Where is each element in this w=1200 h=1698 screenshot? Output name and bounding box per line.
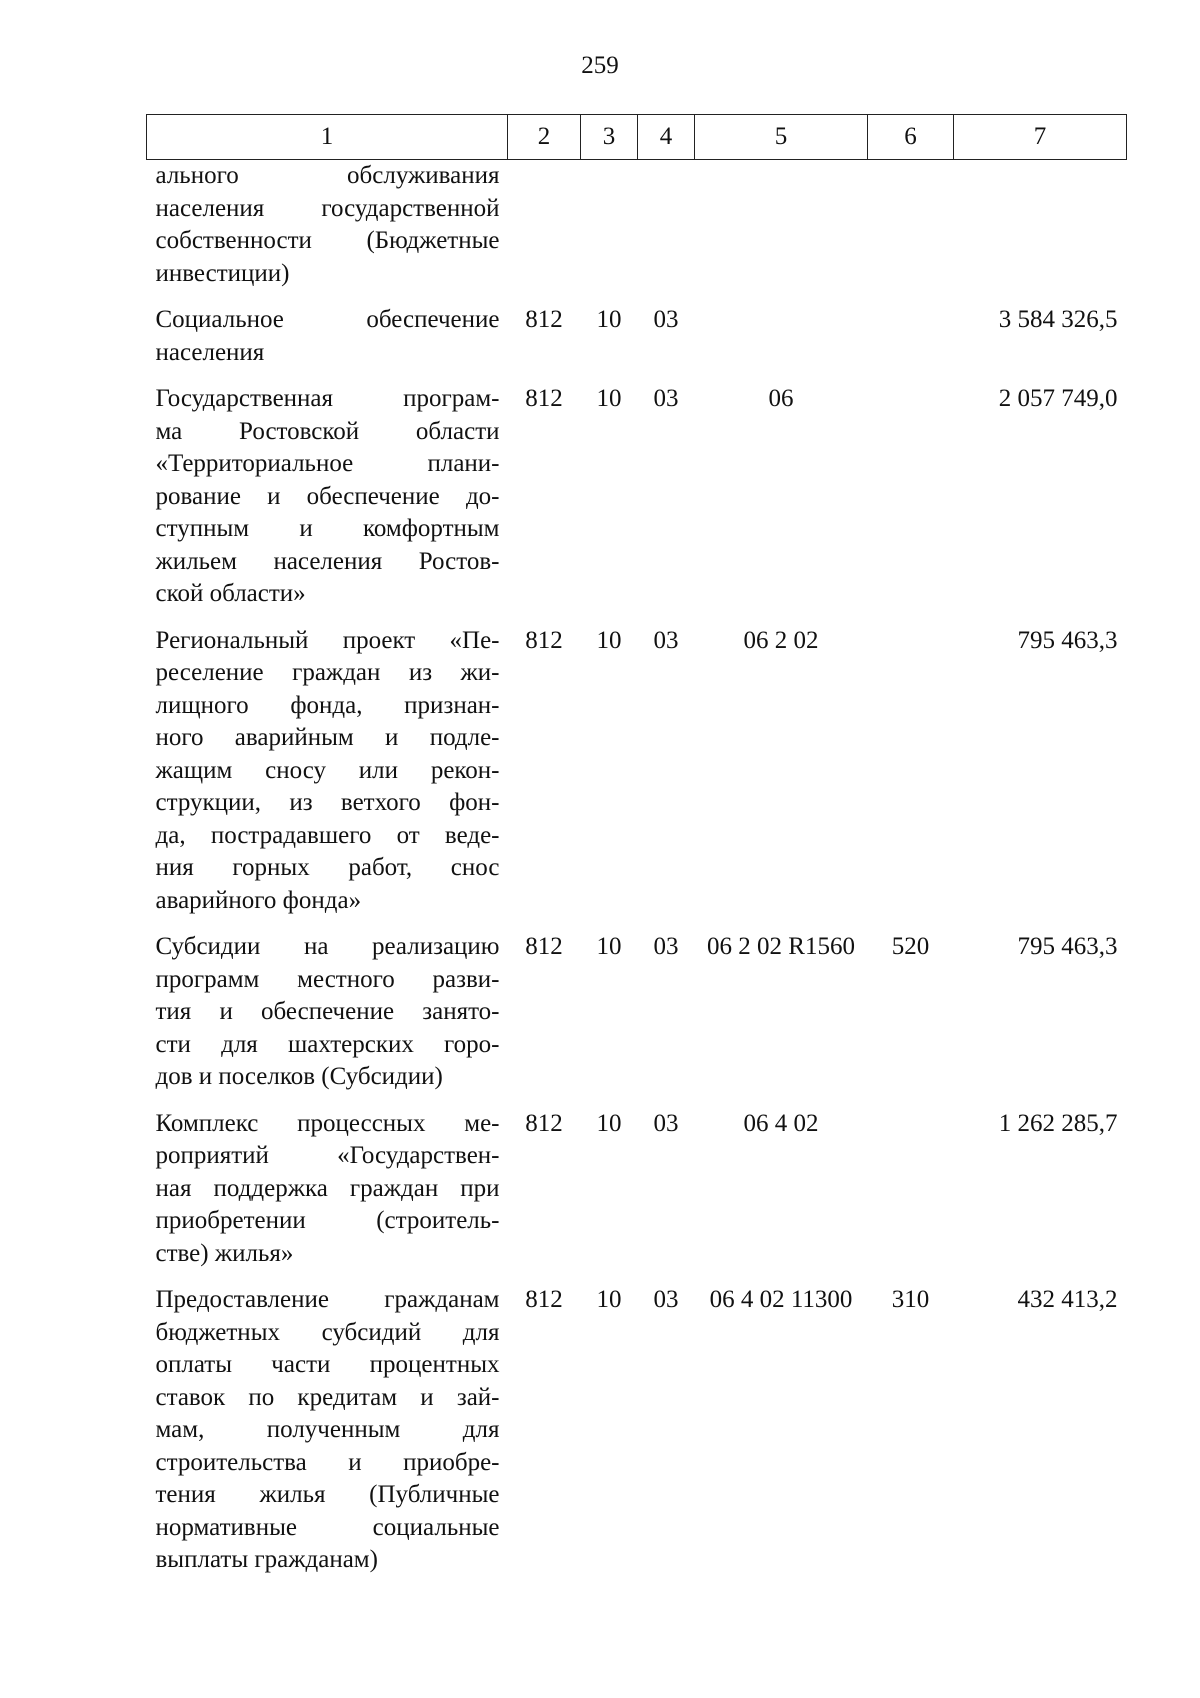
expense-type-cell bbox=[868, 160, 954, 305]
item-name-cell bbox=[147, 383, 508, 625]
subsection-code-cell bbox=[638, 160, 695, 305]
item-name-cell bbox=[147, 931, 508, 1108]
target-article-cell bbox=[695, 160, 868, 305]
table-row bbox=[147, 160, 1127, 305]
table-body bbox=[147, 160, 1127, 1591]
table-row bbox=[147, 1108, 1127, 1285]
item-name-line: ального обслуживания bbox=[155, 162, 500, 189]
item-name-line: ступным и комфортным bbox=[155, 515, 500, 542]
subsection-code-cell: 03 bbox=[653, 1286, 679, 1313]
table-row bbox=[147, 304, 1127, 383]
item-name-line: нормативные социальные bbox=[155, 1513, 500, 1541]
amount-cell bbox=[954, 160, 1127, 305]
item-name-line: сти для шахтерских горо- bbox=[155, 1030, 500, 1058]
target-article-cell: 06 4 02 11300 bbox=[709, 1286, 853, 1313]
item-name-line: Региональный проект «Пе- bbox=[155, 626, 500, 654]
amount-cell: 2 057 749,0 bbox=[998, 385, 1118, 412]
item-name-line: «Территориальное плани- bbox=[155, 450, 500, 477]
expense-type-cell bbox=[868, 1108, 954, 1285]
item-name-line: программ местного разви- bbox=[155, 965, 500, 993]
item-name-line: Предоставление гражданам bbox=[155, 1286, 500, 1313]
item-name-line: ния горных работ, снос bbox=[155, 854, 500, 881]
item-name-line: жильем населения Ростов- bbox=[155, 547, 500, 575]
target-article-cell: 06 2 02 R1560 bbox=[707, 933, 855, 960]
item-name-line: бюджетных субсидий для bbox=[155, 1318, 500, 1346]
subsection-code-cell: 03 bbox=[653, 1109, 679, 1137]
department-code-cell: 812 bbox=[525, 933, 563, 960]
item-name-cell bbox=[147, 1284, 508, 1591]
item-name-line: лищного фонда, признан- bbox=[155, 691, 500, 719]
department-code-cell: 812 bbox=[525, 306, 563, 333]
item-name-line: ная поддержка граждан при bbox=[155, 1174, 500, 1202]
item-name-line: строительства и приобре- bbox=[155, 1448, 500, 1476]
column-header-2: 2 bbox=[508, 115, 581, 160]
item-name-line: мам, полученным для bbox=[155, 1416, 500, 1443]
item-name-cell bbox=[147, 1108, 508, 1285]
expense-type-cell: 520 bbox=[891, 933, 930, 960]
department-code-cell bbox=[508, 160, 581, 305]
department-code-cell: 812 bbox=[525, 385, 563, 412]
budget-table bbox=[146, 114, 1127, 1591]
item-name-line: реселение граждан из жи- bbox=[155, 659, 500, 686]
subsection-code-cell: 03 bbox=[653, 626, 679, 654]
item-name-line: аварийного фонда» bbox=[155, 886, 362, 914]
item-name-line: Государственная програм- bbox=[155, 385, 500, 412]
expense-type-cell: 310 bbox=[891, 1286, 930, 1313]
section-code-cell: 10 bbox=[596, 385, 622, 412]
amount-cell: 432 413,2 bbox=[1017, 1286, 1118, 1313]
item-name-line: ставок по кредитам и зай- bbox=[155, 1383, 500, 1411]
item-name-line: инвестиции) bbox=[155, 259, 290, 287]
section-code-cell bbox=[581, 160, 638, 305]
target-article-cell: 06 4 02 bbox=[743, 1109, 819, 1137]
section-code-cell: 10 bbox=[596, 933, 622, 960]
table-row bbox=[147, 931, 1127, 1108]
table-header-row bbox=[147, 115, 1127, 160]
expense-type-cell bbox=[868, 304, 954, 383]
column-header-3: 3 bbox=[581, 115, 638, 160]
table-row bbox=[147, 625, 1127, 932]
item-name-line: дов и поселков (Субсидии) bbox=[155, 1063, 443, 1090]
subsection-code-cell: 03 bbox=[653, 385, 679, 412]
page-number: 259 bbox=[581, 52, 619, 79]
column-header-6: 6 bbox=[868, 115, 954, 160]
column-header-1: 1 bbox=[147, 115, 508, 160]
table-row bbox=[147, 383, 1127, 625]
amount-cell: 795 463,3 bbox=[1017, 626, 1118, 654]
department-code-cell: 812 bbox=[525, 1286, 563, 1313]
section-code-cell: 10 bbox=[596, 626, 622, 654]
item-name-line: выплаты гражданам) bbox=[155, 1546, 378, 1573]
item-name-line: оплаты части процентных bbox=[155, 1351, 500, 1378]
item-name-line: тения жилья (Публичные bbox=[155, 1481, 500, 1508]
item-name-line: населения bbox=[155, 338, 265, 366]
table-row bbox=[147, 1284, 1127, 1591]
column-header-5: 5 bbox=[695, 115, 868, 160]
item-name-line: Субсидии на реализацию bbox=[155, 933, 500, 960]
item-name-line: ма Ростовской области bbox=[155, 417, 500, 445]
department-code-cell: 812 bbox=[525, 1109, 563, 1137]
target-article-cell: 06 bbox=[768, 385, 794, 412]
item-name-line: собственности (Бюджетные bbox=[155, 227, 500, 254]
item-name-line: Социальное обеспечение bbox=[155, 306, 500, 333]
column-header-7: 7 bbox=[954, 115, 1127, 160]
item-name-line: тия и обеспечение занято- bbox=[155, 998, 500, 1025]
item-name-line: роприятий «Государствен- bbox=[155, 1142, 500, 1169]
item-name-line: населения государственной bbox=[155, 194, 500, 222]
item-name-line: приобретении (строитель- bbox=[155, 1207, 500, 1234]
section-code-cell: 10 bbox=[596, 306, 622, 333]
subsection-code-cell: 03 bbox=[653, 933, 679, 960]
item-name-line: жащим сносу или рекон- bbox=[155, 756, 500, 784]
target-article-cell bbox=[695, 304, 868, 383]
item-name-line: да, пострадавшего от веде- bbox=[155, 821, 500, 849]
item-name-cell bbox=[147, 625, 508, 932]
item-name-line: рование и обеспечение до- bbox=[155, 482, 500, 510]
item-name-cell bbox=[147, 304, 508, 383]
expense-type-cell bbox=[868, 625, 954, 932]
item-name-line: Комплекс процессных ме- bbox=[155, 1109, 500, 1137]
item-name-line: стве) жилья» bbox=[155, 1239, 294, 1267]
amount-cell: 795 463,3 bbox=[1017, 933, 1118, 960]
item-name-line: ного аварийным и подле- bbox=[155, 724, 500, 751]
item-name-cell bbox=[147, 160, 508, 305]
department-code-cell: 812 bbox=[525, 626, 563, 654]
column-header-4: 4 bbox=[638, 115, 695, 160]
section-code-cell: 10 bbox=[596, 1109, 622, 1137]
subsection-code-cell: 03 bbox=[653, 306, 679, 333]
item-name-line: ской области» bbox=[155, 580, 306, 607]
expense-type-cell bbox=[868, 383, 954, 625]
amount-cell: 1 262 285,7 bbox=[998, 1109, 1118, 1137]
section-code-cell: 10 bbox=[596, 1286, 622, 1313]
item-name-line: струкции, из ветхого фон- bbox=[155, 789, 500, 816]
target-article-cell: 06 2 02 bbox=[743, 626, 819, 654]
amount-cell: 3 584 326,5 bbox=[998, 306, 1118, 333]
